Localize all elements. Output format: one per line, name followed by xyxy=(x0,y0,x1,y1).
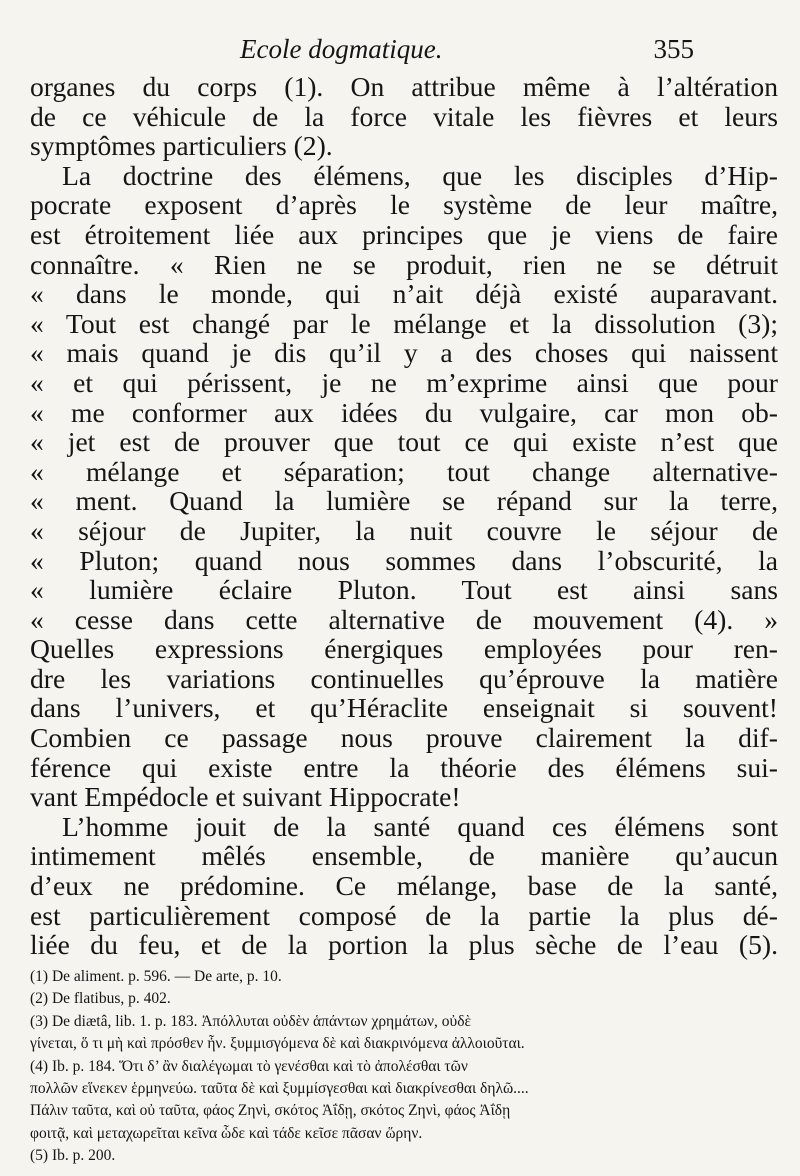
text-line: « lumière éclaire Pluton. Tout est ainsi sans xyxy=(30,574,778,606)
text-line: « jet est de prouver que tout ce qui existe n’est que xyxy=(30,426,778,458)
text-line: est particulièrement composé de la partie la plus dé- xyxy=(30,899,778,931)
text-line: dans l’univers, et qu’Héraclite enseignait si souvent! xyxy=(30,692,778,724)
text-line: « dans le monde, qui n’ait déjà existé auparavant. xyxy=(30,278,778,310)
text-line: La doctrine des élémens, que les disciples d’Hip- xyxy=(62,159,778,191)
text-line: « cesse dans cette alternative de mouvement (4). » xyxy=(30,603,778,635)
text-line: « mélange et séparation; tout change alternative- xyxy=(30,455,778,487)
text-line: dre les variations continuelles qu’éprouve la matière xyxy=(30,662,778,694)
footnote-1: (1) De aliment. p. 596. — De arte, p. 10. xyxy=(30,968,282,985)
text-line: férence qui existe entre la théorie des élémens sui- xyxy=(30,751,778,783)
running-title: Ecole dogmatique. xyxy=(240,34,443,64)
text-line: Quelles expressions énergiques employées pour ren- xyxy=(30,633,778,665)
footnote-3: (3) De diætâ, lib. 1. p. 183. Ἀπόλλυται οὐδὲν ἁπάντων χρημάτων, οὐδὲ xyxy=(30,1012,472,1030)
footnote-4-greek: Πάλιν ταῦτα, καὶ οὐ ταῦτα, φάος Ζηνὶ, σκότος Ἀΐδῃ, σκότος Ζηνὶ, φάος Ἀΐδῃ xyxy=(30,1102,511,1120)
page-number: 355 xyxy=(653,34,694,64)
footnote-2: (2) De flatibus, p. 402. xyxy=(30,990,171,1008)
page-header xyxy=(240,34,694,70)
text-line: « séjour de Jupiter, la nuit couvre le séjour de xyxy=(30,514,778,546)
footnote-4-greek: πολλῶν εἵνεκεν ἑρμηνεύω. ταῦτα δὲ καὶ ξυμμίσγεσθαι καὶ διακρίνεσθαι δηλῶ.... xyxy=(30,1080,529,1098)
text-line: vant Empédocle et suivant Hippocrate! xyxy=(30,781,461,813)
body-text xyxy=(30,72,778,960)
text-line: « ment. Quand la lumière se répand sur la terre, xyxy=(30,485,778,517)
text-line: pocrate exposent d’après le système de leur maître, xyxy=(30,189,778,221)
text-line: liée du feu, et de la portion la plus sèche de l’eau (5). xyxy=(30,929,778,961)
text-line: « Tout est changé par le mélange et la dissolution (3); xyxy=(30,307,778,339)
footnote-4: (4) Ib. p. 184. Ὅτι δ’ ἂν διαλέγωμαι τὸ γενέσθαι καὶ τὸ ἀπολέσθαι τῶν xyxy=(30,1057,468,1075)
text-line: « et qui périssent, je ne m’exprime ainsi que pour xyxy=(30,366,778,398)
footnotes xyxy=(30,966,778,1168)
text-line: organes du corps (1). On attribue même à l’altération xyxy=(30,71,778,102)
text-line: « mais quand je dis qu’il y a des choses qui naissent xyxy=(30,337,778,369)
text-line: connaître. « Rien ne se produit, rien ne se détruit xyxy=(30,248,778,280)
footnote-5: (5) Ib. p. 200. xyxy=(30,1147,116,1165)
text-line: « me conformer aux idées du vulgaire, car mon ob- xyxy=(30,396,778,428)
text-line: d’eux ne prédomine. Ce mélange, base de la santé, xyxy=(30,870,778,902)
text-line: de ce véhicule de la force vitale les fièvres et leurs xyxy=(30,100,778,132)
text-line: symptômes particuliers (2). xyxy=(30,130,333,162)
text-line: L’homme jouit de la santé quand ces élémens sont xyxy=(62,810,778,842)
footnote-3-greek: γίνεται, ὅ τι μὴ καὶ πρόσθεν ἦν. ξυμμισγόμενα δὲ καὶ διακρινόμενα ἀλλοιοῦται. xyxy=(30,1035,525,1053)
footnote-4-greek: φοιτᾷ, καὶ μεταχωρεῖται κεῖνα ὧδε καὶ τάδε κεῖσε πᾶσαν ὥρην. xyxy=(30,1124,423,1142)
text-line: « Pluton; quand nous sommes dans l’obscurité, la xyxy=(30,544,778,576)
text-line: intimement mêlés ensemble, de manière qu’aucun xyxy=(30,840,778,872)
text-line: Combien ce passage nous prouve clairement la dif- xyxy=(30,722,778,754)
text-line: est étroitement liée aux principes que je viens de faire xyxy=(30,218,778,250)
